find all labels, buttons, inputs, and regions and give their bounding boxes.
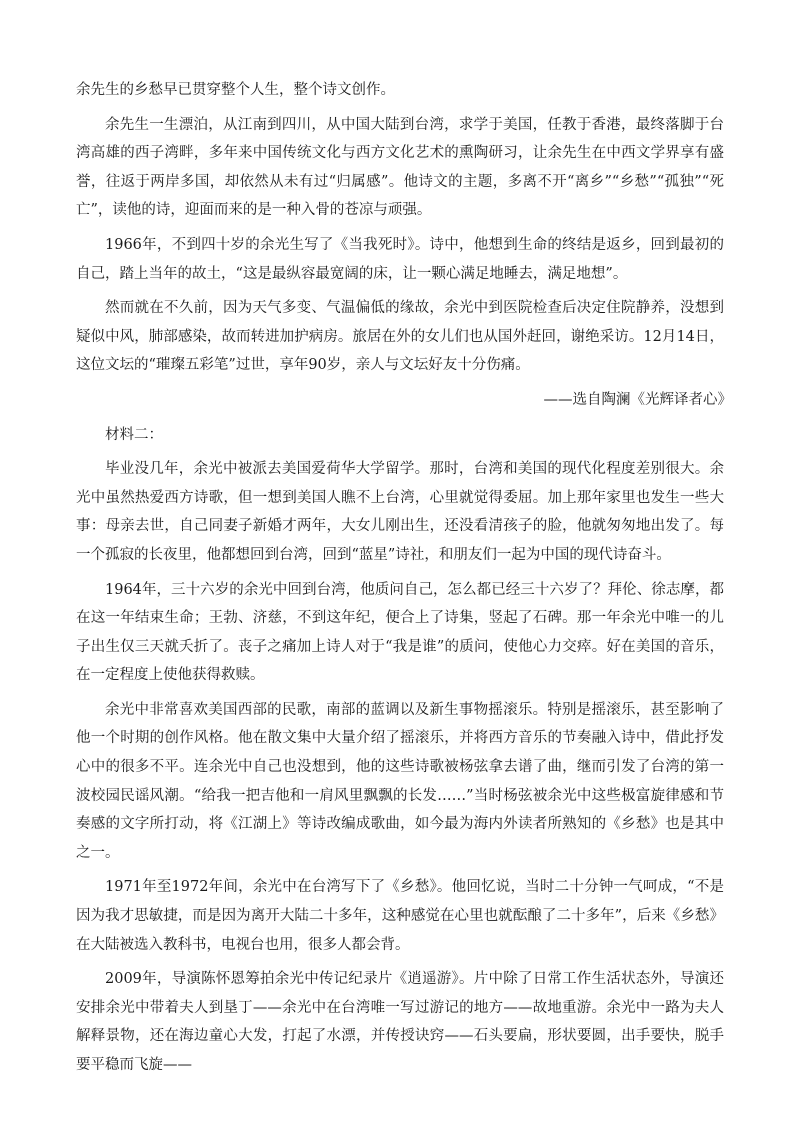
paragraph: 2009年，导演陈怀恩筹拍余光中传记纪录片《逍遥游》。片中除了日常工作生活状态外，导演还安排余光中带着夫人到垦丁——余光中在台湾唯一写过游记的地方——故地重游。余光中一路为夫人解释景物，还在海边童心大发，打起了水漂，并传授诀窍——石头要扁，形状要圆，出手要快，脱手要平稳而飞旋—— — [76, 971, 724, 1073]
section-label: 材料二： — [105, 426, 163, 443]
paragraph: 余光中非常喜欢美国西部的民歌，南部的蓝调以及新生事物摇滚乐。特别是摇滚乐，甚至影响了他一个时期的创作风格。他在散文集中大量介绍了摇滚乐，并将西方音乐的节奏融入诗中，借此抒发心中的很多不平。连余光中自己也没想到，他的这些诗歌被杨弦拿去谱了曲，继而引发了台湾的第一波校园民谣风潮。“给我一把吉他和一肩风里飘飘的长发……”当时杨弦被余光中这些极富旋律感和节奏感的文字所打动，将《江湖上》等诗改编成歌曲，如今最为海内外读者所熟知的《乡愁》也是其中之一。 — [76, 701, 724, 861]
document-body — [76, 76, 732, 1086]
paragraph: 余先生一生漂泊，从江南到四川，从中国大陆到台湾，求学于美国，任教于香港，最终落脚于台湾高雄的西子湾畔，多年来中国传统文化与西方文化艺术的熏陶研习，让余先生在中西文学界享有盛誉，往返于两岸多国，却依然从未有过“归属感”。他诗文的主题，多离不开“离乡”“乡愁”“孤独”“死亡”，读他的诗，迎面而来的是一种入骨的苍凉与顽强。 — [76, 116, 724, 219]
paragraph: 1964年，三十六岁的余光中回到台湾，他质问自己，怎么都已经三十六岁了？拜伦、徐志摩，都在这一年结束生命；王勃、济慈，不到这年纪，便合上了诗集，竖起了石碑。那一年余光中唯一的儿子出生仅三天就夭折了。丧子之痛加上诗人对于“我是谁”的质问，使他心力交瘁。好在美国的音乐，在一定程度上使他获得救赎。 — [76, 581, 724, 684]
paragraph: 毕业没几年，余光中被派去美国爱荷华大学留学。那时，台湾和美国的现代化程度差别很大。余光中虽然热爱西方诗歌，但一想到美国人瞧不上台湾，心里就觉得委屈。加上那年家里也发生一些大事：母亲去世，自己同妻子新婚才两年，大女儿刚出生，还没看清孩子的脸，他就匆匆地出发了。每一个孤寂的长夜里，他都想回到台湾，回到“蓝星”诗社，和朋友们一起为中国的现代诗奋斗。 — [76, 461, 724, 563]
paragraph: 1971年至1972年间，余光中在台湾写下了《乡愁》。他回忆说，当时二十分钟一气呵成，“不是因为我才思敏捷，而是因为离开大陆二十多年，这种感觉在心里也就酝酿了二十多年”，后来《乡愁》在大陆被选入教科书，电视台也用，很多人都会背。 — [76, 879, 724, 953]
paragraph: 余先生的乡愁早已贯穿整个人生，整个诗文创作。 — [76, 82, 395, 98]
source-citation: ——选自陶澜《光辉译者心》 — [543, 391, 732, 408]
paragraph: 1966年，不到四十岁的余光生写了《当我死时》。诗中，他想到生命的终结是返乡，回到最初的自己，踏上当年的故土，“这是最纵容最宽阔的床，让一颗心满足地睡去，满足地想”。 — [76, 236, 724, 282]
paragraph: 然而就在不久前，因为天气多变、气温偏低的缘故，余光中到医院检查后决定住院静养，没想到疑似中风，肺部感染，故而转进加护病房。旅居在外的女儿们也从国外赶回，谢绝采访。12月14日，这位文坛的“璀璨五彩笔”过世，享年90岁，亲人与文坛好友十分伤痛。 — [76, 300, 724, 374]
